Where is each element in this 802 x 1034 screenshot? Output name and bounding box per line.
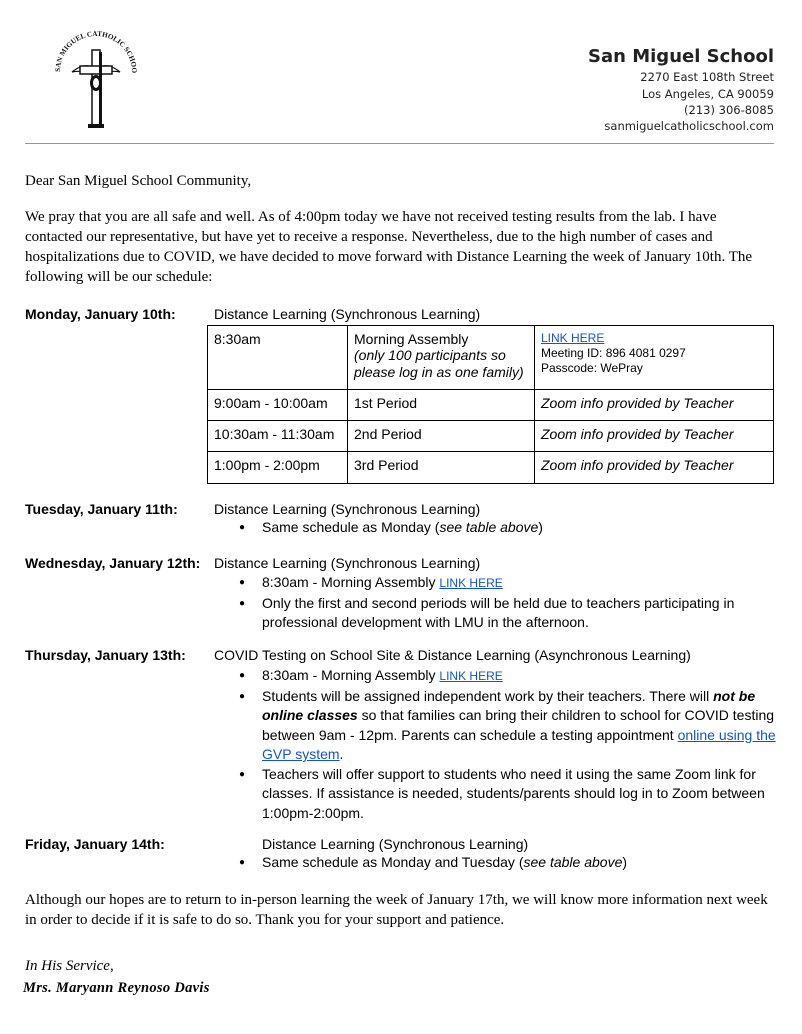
event-note: (only 100 participants so please log in as one family) [354,347,524,380]
thursday-bullets [233,666,778,823]
event-cell: 2nd Period [348,421,535,452]
tuesday-label: Tuesday, January 11th: [25,501,178,517]
school-logo [50,28,142,132]
website: sanmiguelcatholicschool.com [604,119,774,133]
assembly-link[interactable]: LINK HERE [439,576,503,590]
phone-number: (213) 306-8085 [684,103,774,117]
header-divider [25,143,774,144]
tuesday-bullets [233,518,778,538]
list-item: ● Same schedule as Monday (see table above) [233,518,778,538]
table-row [208,390,774,421]
event-cell: 3rd Period [348,452,535,484]
sign-off: In His Service, [25,958,114,974]
time-cell: 8:30am [208,326,348,390]
friday-mode: Distance Learning (Synchronous Learning) [262,836,529,852]
assembly-link[interactable]: LINK HERE [439,669,503,683]
time-cell: 1:00pm - 2:00pm [208,452,348,484]
table-row [208,326,774,390]
event-cell: 1st Period [348,390,535,421]
signature: Mrs. Maryann Reynoso Davis [23,980,210,996]
friday-label: Friday, January 14th: [25,836,165,852]
gvp-appointment-link[interactable]: online using the GVP system [262,726,776,762]
monday-schedule-table [207,325,774,484]
list-item: ● 8:30am - Morning Assembly LINK HERE [233,573,773,594]
friday-bullets [233,853,778,873]
closing-paragraph: Although our hopes are to return to in-person learning the week of January 17th, we will know more information next week in order to decide if it is safe to do so. Thank you for your support and patience. [25,892,768,928]
meeting-id: Meeting ID: 896 4081 0297 [541,346,686,360]
thursday-label: Thursday, January 13th: [25,647,186,663]
list-item: ● Students will be assigned independent work by their teachers. There will not be online classes so that families can bring their children to school for COVID testing between 9am - 12pm. Parents can schedule a testing appointment online using the GVP system. [233,687,778,765]
zoom-info-cell: Zoom info provided by Teacher [535,421,774,452]
table-row [208,452,774,484]
wednesday-bullets [233,573,773,633]
address-line-2: Los Angeles, CA 90059 [641,87,774,101]
assembly-link[interactable]: LINK HERE [541,331,605,345]
time-cell: 10:30am - 11:30am [208,421,348,452]
tuesday-mode: Distance Learning (Synchronous Learning) [214,501,481,517]
list-item: ● Teachers will offer support to students who need it using the same Zoom link for classes. If assistance is needed, students/parents should log in to Zoom between 1:00pm-2:00pm. [233,765,778,824]
address-line-1: 2270 East 108th Street [640,70,774,84]
event-cell [348,326,535,390]
zoom-info-cell [535,326,774,390]
table-row [208,421,774,452]
zoom-info-cell: Zoom info provided by Teacher [535,452,774,484]
wednesday-label: Wednesday, January 12th: [25,555,201,571]
event-title: Morning Assembly [354,331,469,347]
zoom-info-cell: Zoom info provided by Teacher [535,390,774,421]
monday-mode: Distance Learning (Synchronous Learning) [214,306,481,322]
thursday-mode: COVID Testing on School Site & Distance Learning (Asynchronous Learning) [214,647,691,663]
school-name: San Miguel School [588,46,774,67]
greeting: Dear San Miguel School Community, [25,173,252,189]
intro-paragraph: We pray that you are all safe and well. As of 4:00pm today we have not received testing results from the lab. I have contacted our representative, but have yet to receive a response. Nevertheless, due to the high number of cases and hospitalizations due to COVID, we have decided to move forward with Distance Learning the week of January 10th. The following will be our schedule: [25,209,753,285]
list-item: ● Same schedule as Monday and Tuesday (see table above) [233,853,778,873]
svg-text:SAN MIGUEL CATHOLIC SCHOOL: SAN MIGUEL CATHOLIC SCHOO [53,29,139,74]
passcode: Passcode: WePray [541,361,643,375]
list-item: ● Only the first and second periods will be held due to teachers participating in professional development with LMU in the afternoon. [233,594,773,633]
wednesday-mode: Distance Learning (Synchronous Learning) [214,555,481,571]
list-item: ● 8:30am - Morning Assembly LINK HERE [233,666,778,687]
time-cell: 9:00am - 10:00am [208,390,348,421]
monday-label: Monday, January 10th: [25,306,176,322]
